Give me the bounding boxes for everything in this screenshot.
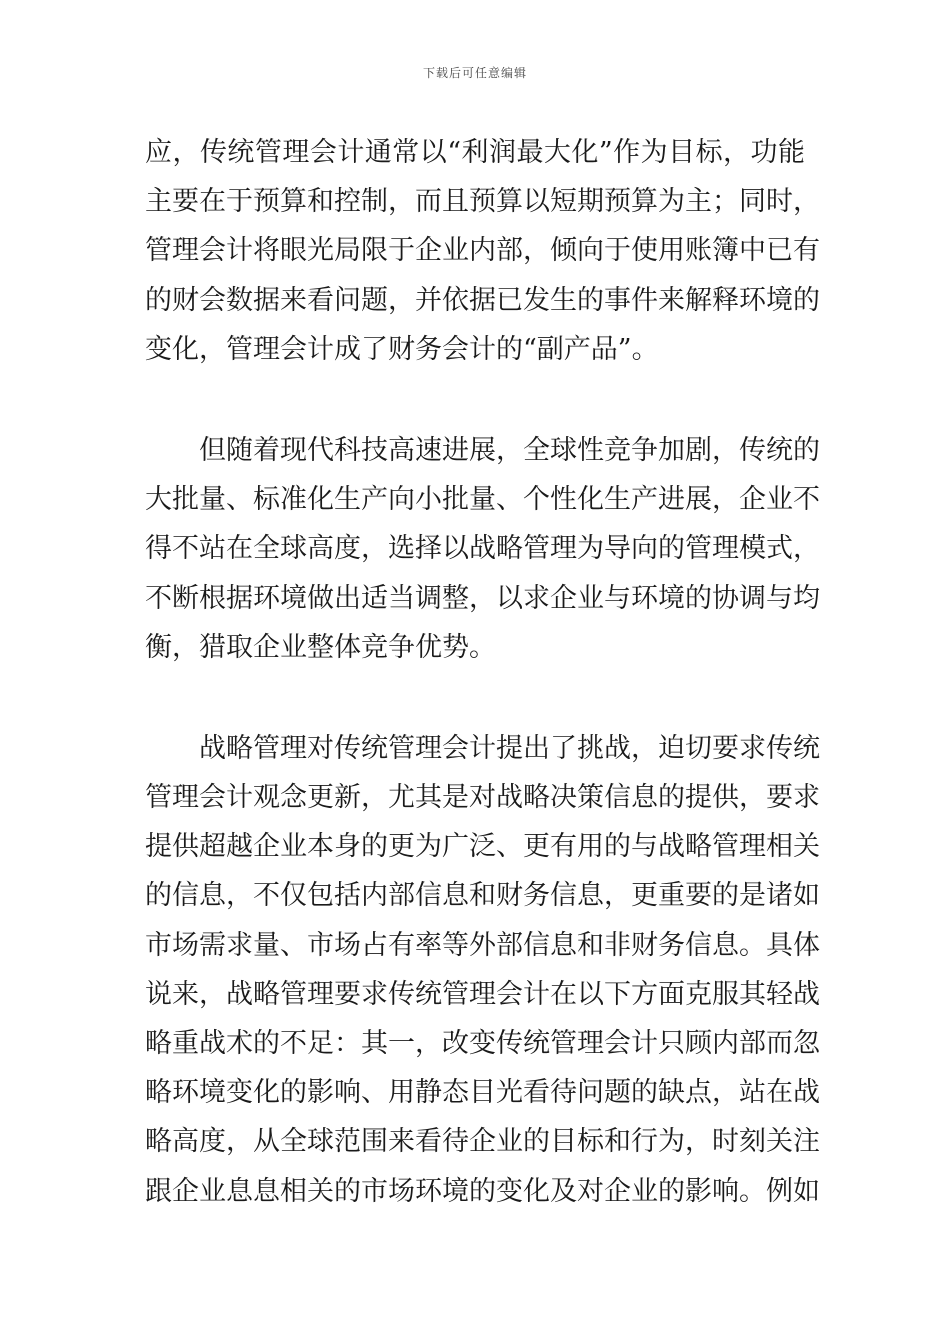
text-line: 大批量、标准化生产向小批量、个性化生产进展，企业不	[145, 484, 820, 516]
text-line: 变化，管理会计成了财务会计的“副产品”。	[145, 333, 659, 365]
text-line: 衡，猎取企业整体竞争优势。	[145, 631, 496, 663]
text-line: 管理会计将眼光局限于企业内部，倾向于使用账簿中已有	[145, 235, 820, 267]
text-line: 略重战术的不足：其一，改变传统管理会计只顾内部而忽	[145, 1028, 820, 1059]
text-line: 战略管理对传统管理会计提出了挑战，迫切要求传统	[199, 732, 820, 764]
text-line: 略高度，从全球范围来看待企业的目标和行为，时刻关注	[145, 1126, 820, 1158]
text-line: 市场需求量、市场占有率等外部信息和非财务信息。具体	[145, 929, 820, 961]
text-line: 跟企业息息相关的市场环境的变化及对企业的影响。例如	[145, 1175, 820, 1207]
text-line: 主要在于预算和控制，而且预算以短期预算为主；同时，	[145, 186, 820, 218]
text-line: 略环境变化的影响、用静态目光看待问题的缺点，站在战	[145, 1077, 820, 1109]
text-line: 应，传统管理会计通常以“利润最大化”作为目标，功能	[145, 137, 805, 168]
paragraph-2	[145, 426, 820, 672]
text-line: 提供超越企业本身的更为广泛、更有用的与战略管理相关	[145, 831, 820, 863]
text-line: 得不站在全球高度，选择以战略管理为导向的管理模式，	[145, 533, 820, 565]
text-line: 说来，战略管理要求传统管理会计在以下方面克服其轻战	[145, 978, 820, 1010]
text-line: 不断根据环境做出适当调整，以求企业与环境的协调与均	[145, 582, 820, 614]
document-body	[145, 128, 820, 1268]
text-line: 的财会数据来看问题，并依据已发生的事件来解释环境的	[145, 284, 820, 316]
page-header: 下载后可任意编辑	[422, 66, 527, 80]
text-line: 管理会计观念更新，尤其是对战略决策信息的提供，要求	[145, 782, 820, 814]
text-line: 的信息，不仅包括内部信息和财务信息，更重要的是诸如	[145, 880, 820, 912]
paragraph-1	[145, 128, 820, 374]
text-line: 但随着现代科技高速进展，全球性竞争加剧，传统的	[199, 434, 820, 466]
paragraph-3	[145, 724, 820, 1216]
